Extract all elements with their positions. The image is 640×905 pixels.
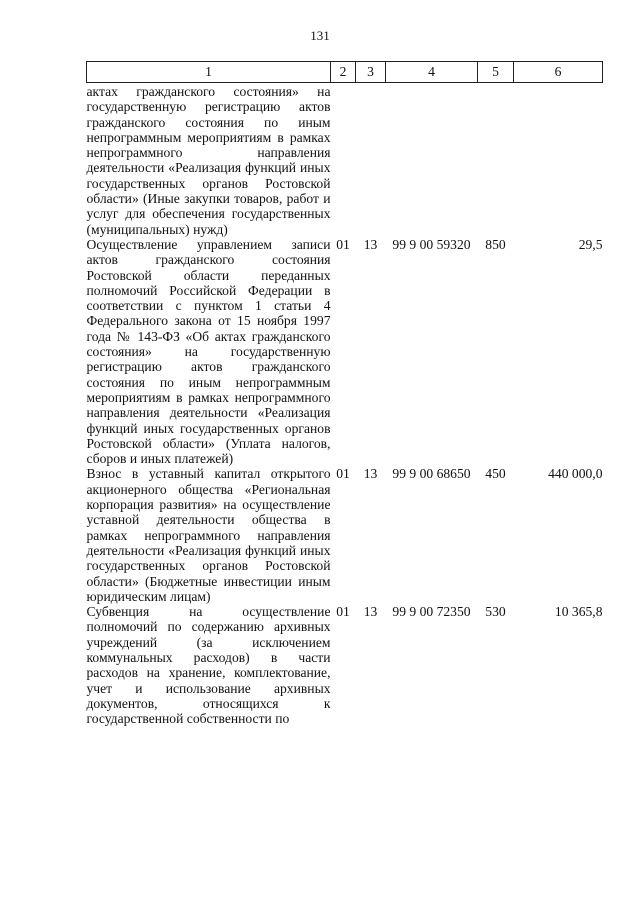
row-expense-type: 530	[485, 604, 506, 620]
row-expense-type: 450	[485, 466, 506, 482]
column-header: 6	[514, 62, 603, 83]
column-header: 4	[386, 62, 478, 83]
row-description: Взнос в уставный капитал открытого акционерного общества «Региональная корпорация развития» на осуществление уставной деятельности общества в рамках непрограммного направления деятельности «Реализация функций иных государственных органов Ростовской области» (Бюджетные инвестиции иным юридическим лицам)	[86, 466, 331, 604]
row-section: 01	[336, 466, 350, 482]
row-expense-type	[478, 83, 514, 237]
row-amount: 29,5	[578, 236, 603, 252]
table-row	[87, 83, 603, 237]
row-section: 01	[336, 236, 350, 252]
table-header-row	[87, 62, 603, 83]
row-subsection: 13	[363, 466, 378, 482]
row-amount	[514, 83, 603, 237]
row-section: 01	[336, 604, 350, 620]
column-header: 5	[478, 62, 514, 83]
row-description: Субвенция на осуществление полномочий по содержанию архивных учреждений (за исключением коммунальных расходов) в части расходов на хранение, комплектование, учет и использование архивных документов, относящихся к государственной собственности по	[86, 604, 331, 727]
column-header: 1	[87, 62, 331, 83]
page-number: 131	[310, 28, 330, 43]
row-amount: 440 000,0	[548, 466, 603, 482]
table-row	[87, 604, 603, 726]
row-target-code: 99 9 00 59320	[392, 236, 471, 252]
row-subsection: 13	[363, 604, 378, 620]
row-subsection: 13	[363, 236, 378, 252]
table-row	[87, 237, 603, 466]
row-description: актах гражданского состояния» на государственную регистрацию актов гражданского состояния по иным непрограммным мероприятиям в рамках непрограммного направления деятельности «Реализация функций иных государственных органов Ростовской области» (Иные закупки товаров, работ и услуг для обеспечения государственных (муниципальных) нужд)	[86, 84, 331, 237]
row-amount: 10 365,8	[554, 604, 603, 620]
row-expense-type: 850	[485, 236, 506, 252]
table-row	[87, 466, 603, 604]
row-description: Осуществление управлением записи актов гражданского состояния Ростовской области переданных полномочий Российской Федерации в соответствии с пунктом 1 статьи 4 Федерального закона от 15 ноября 1997 года № 143-ФЗ «Об актах гражданского состояния» на государственную регистрацию актов гражданского состояния по иным непрограммным мероприятиям в рамках непрограммного направления деятельности «Реализация функций иных государственных органов Ростовской области» (Уплата налогов, сборов и иных платежей)	[86, 236, 331, 467]
column-header: 2	[331, 62, 356, 83]
row-target-code	[386, 83, 478, 237]
row-subsection	[356, 83, 386, 237]
budget-table	[86, 61, 603, 726]
row-target-code: 99 9 00 72350	[392, 604, 471, 620]
row-section	[331, 83, 356, 237]
column-header: 3	[356, 62, 386, 83]
row-target-code: 99 9 00 68650	[392, 466, 471, 482]
